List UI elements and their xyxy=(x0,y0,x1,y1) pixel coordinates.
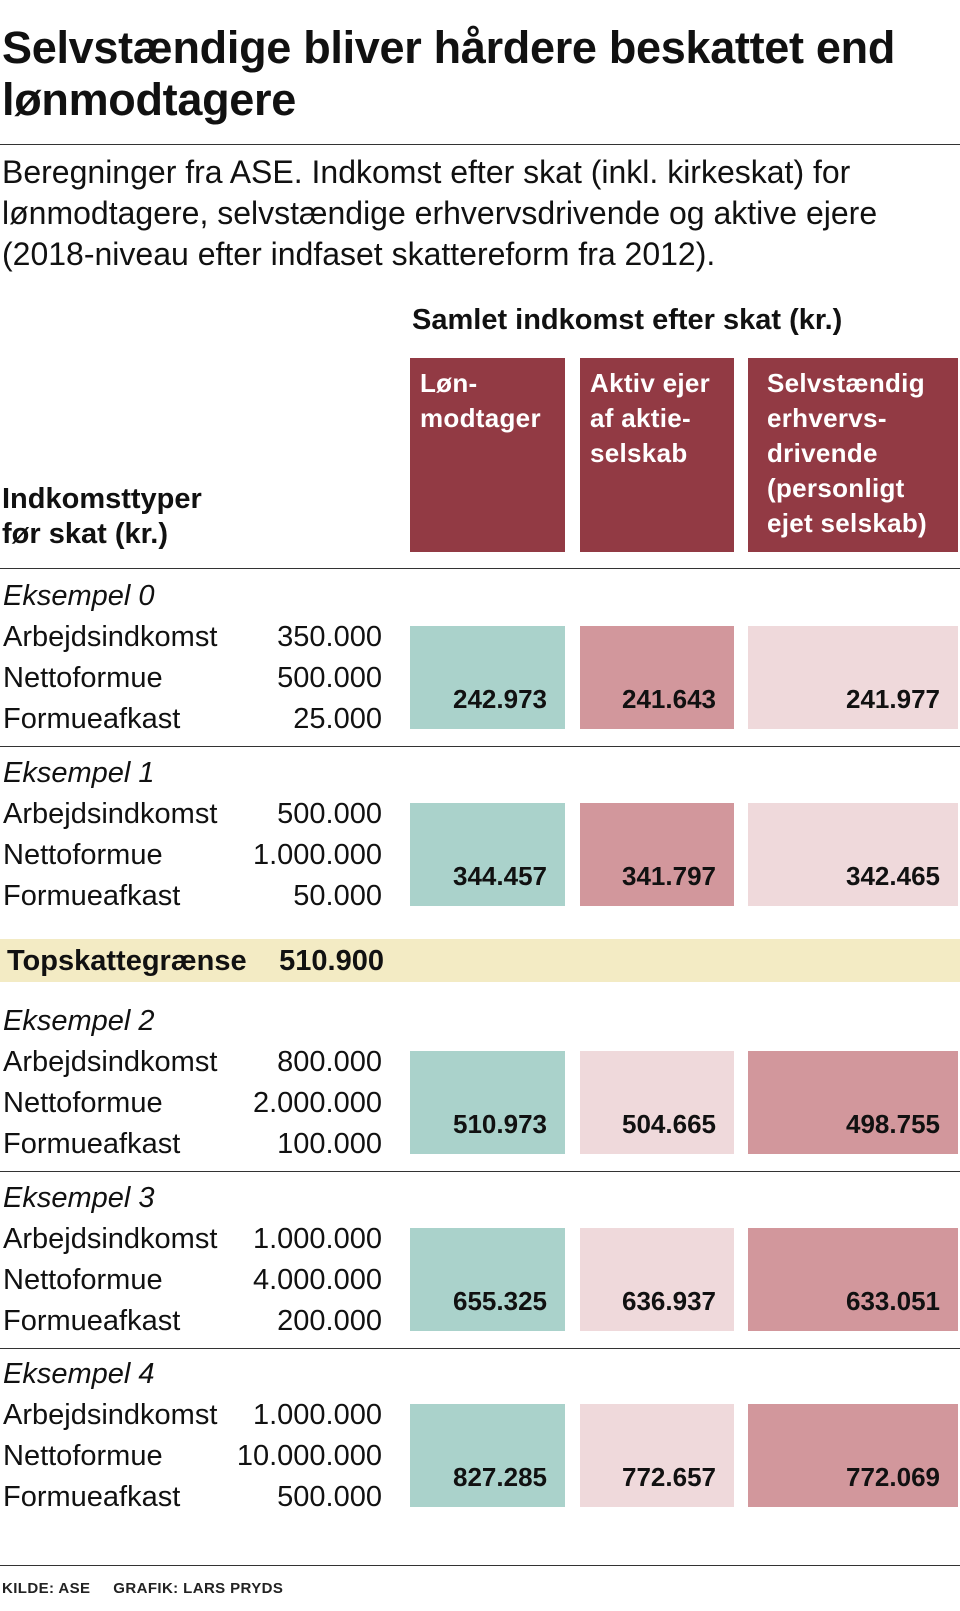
column-header-line: Løn- xyxy=(420,368,478,398)
result-value: 344.457 xyxy=(453,861,547,891)
income-value: 500.000 xyxy=(277,1481,382,1513)
result-cell xyxy=(580,1404,734,1507)
chart-title: Selvstændige bliver hårdere beskattet end lønmodtagere xyxy=(2,22,896,125)
income-label: Formueafkast xyxy=(3,1128,181,1160)
result-cell xyxy=(410,1404,565,1507)
income-value: 500.000 xyxy=(277,798,382,830)
income-label: Nettoformue xyxy=(3,662,163,694)
column-header-aktiv-ejer xyxy=(580,358,734,552)
result-value: 633.051 xyxy=(846,1286,940,1316)
result-cell xyxy=(410,1051,565,1154)
row-header xyxy=(2,482,202,552)
column-header-line: ejet selskab) xyxy=(767,508,927,538)
result-cell xyxy=(580,1228,734,1331)
income-label: Arbejdsindkomst xyxy=(3,798,218,830)
result-value: 772.657 xyxy=(622,1462,716,1492)
column-header-line: modtager xyxy=(420,403,541,433)
result-cell xyxy=(580,803,734,906)
chart-subtitle: Beregninger fra ASE. Indkomst efter skat (inkl. kirkeskat) for lønmodtagere, selvstændige erhvervsdrivende og aktive ejere (2018-niveau efter indfaset skattereform fra 2012). xyxy=(2,154,878,272)
result-cell xyxy=(410,803,565,906)
income-value: 2.000.000 xyxy=(252,1087,382,1119)
income-label: Nettoformue xyxy=(3,1440,163,1472)
column-header-line: erhvervs- xyxy=(767,403,887,433)
result-value: 498.755 xyxy=(846,1109,940,1139)
result-cell xyxy=(748,1404,958,1507)
income-label: Formueafkast xyxy=(3,880,181,912)
result-value: 241.977 xyxy=(846,684,940,714)
column-header-line: Selvstændig xyxy=(767,368,925,398)
result-cell xyxy=(748,803,958,906)
result-cell xyxy=(580,1051,734,1154)
income-value: 100.000 xyxy=(277,1128,382,1160)
result-cell xyxy=(748,1051,958,1154)
example-title: Eksempel 2 xyxy=(3,1005,155,1037)
result-value: 342.465 xyxy=(846,861,940,891)
income-value: 50.000 xyxy=(293,880,382,912)
result-cell xyxy=(410,1228,565,1331)
result-cell xyxy=(748,626,958,729)
column-header-selvstaendig xyxy=(748,358,958,552)
example-title: Eksempel 4 xyxy=(3,1358,155,1390)
income-label: Nettoformue xyxy=(3,839,163,871)
result-value: 636.937 xyxy=(622,1286,716,1316)
column-header-line: (personligt xyxy=(767,473,905,503)
column-header-line: drivende xyxy=(767,438,878,468)
column-header-lonmodtager xyxy=(410,358,565,552)
income-value: 800.000 xyxy=(277,1046,382,1078)
income-value: 10.000.000 xyxy=(236,1440,382,1472)
column-header-line: selskab xyxy=(590,438,688,468)
income-label: Arbejdsindkomst xyxy=(3,1399,218,1431)
income-value: 1.000.000 xyxy=(252,1223,382,1255)
example-title: Eksempel 0 xyxy=(3,580,155,612)
example-divider xyxy=(0,746,960,747)
income-label: Arbejdsindkomst xyxy=(3,1223,218,1255)
top-tax-label: Topskattegrænse xyxy=(7,945,247,977)
example-divider xyxy=(0,1348,960,1349)
income-label: Nettoformue xyxy=(3,1087,163,1119)
income-value: 1.000.000 xyxy=(252,839,382,871)
income-value: 500.000 xyxy=(277,662,382,694)
example-title: Eksempel 3 xyxy=(3,1182,155,1214)
income-label: Formueafkast xyxy=(3,1305,181,1337)
result-value: 827.285 xyxy=(453,1462,547,1492)
example-title: Eksempel 1 xyxy=(3,757,155,789)
result-value: 772.069 xyxy=(846,1462,940,1492)
columns-title: Samlet indkomst efter skat (kr.) xyxy=(412,304,843,336)
result-value: 510.973 xyxy=(453,1109,547,1139)
income-label: Nettoformue xyxy=(3,1264,163,1296)
top-tax-value: 510.900 xyxy=(279,945,384,977)
result-value: 241.643 xyxy=(622,684,716,714)
footer-divider xyxy=(0,1565,960,1566)
result-value: 504.665 xyxy=(622,1109,716,1139)
income-value: 1.000.000 xyxy=(252,1399,382,1431)
income-label: Formueafkast xyxy=(3,1481,181,1513)
income-value: 200.000 xyxy=(277,1305,382,1337)
result-value: 242.973 xyxy=(453,684,547,714)
title-divider xyxy=(0,144,960,145)
income-value: 25.000 xyxy=(293,703,382,735)
result-value: 655.325 xyxy=(453,1286,547,1316)
source-credit: KILDE: ASE GRAFIK: LARS PRYDS xyxy=(2,1580,284,1597)
column-header-line: Aktiv ejer xyxy=(590,368,711,398)
income-value: 350.000 xyxy=(277,621,382,653)
result-value: 341.797 xyxy=(622,861,716,891)
result-cell xyxy=(748,1228,958,1331)
row-header-line: Indkomsttyper xyxy=(2,483,202,515)
row-header-line: før skat (kr.) xyxy=(2,518,168,550)
income-label: Formueafkast xyxy=(3,703,181,735)
result-cell xyxy=(410,626,565,729)
result-cell xyxy=(580,626,734,729)
table-top-divider xyxy=(0,568,960,569)
income-label: Arbejdsindkomst xyxy=(3,1046,218,1078)
income-label: Arbejdsindkomst xyxy=(3,621,218,653)
column-header-line: af aktie- xyxy=(590,403,691,433)
income-value: 4.000.000 xyxy=(252,1264,382,1296)
example-divider xyxy=(0,1171,960,1172)
